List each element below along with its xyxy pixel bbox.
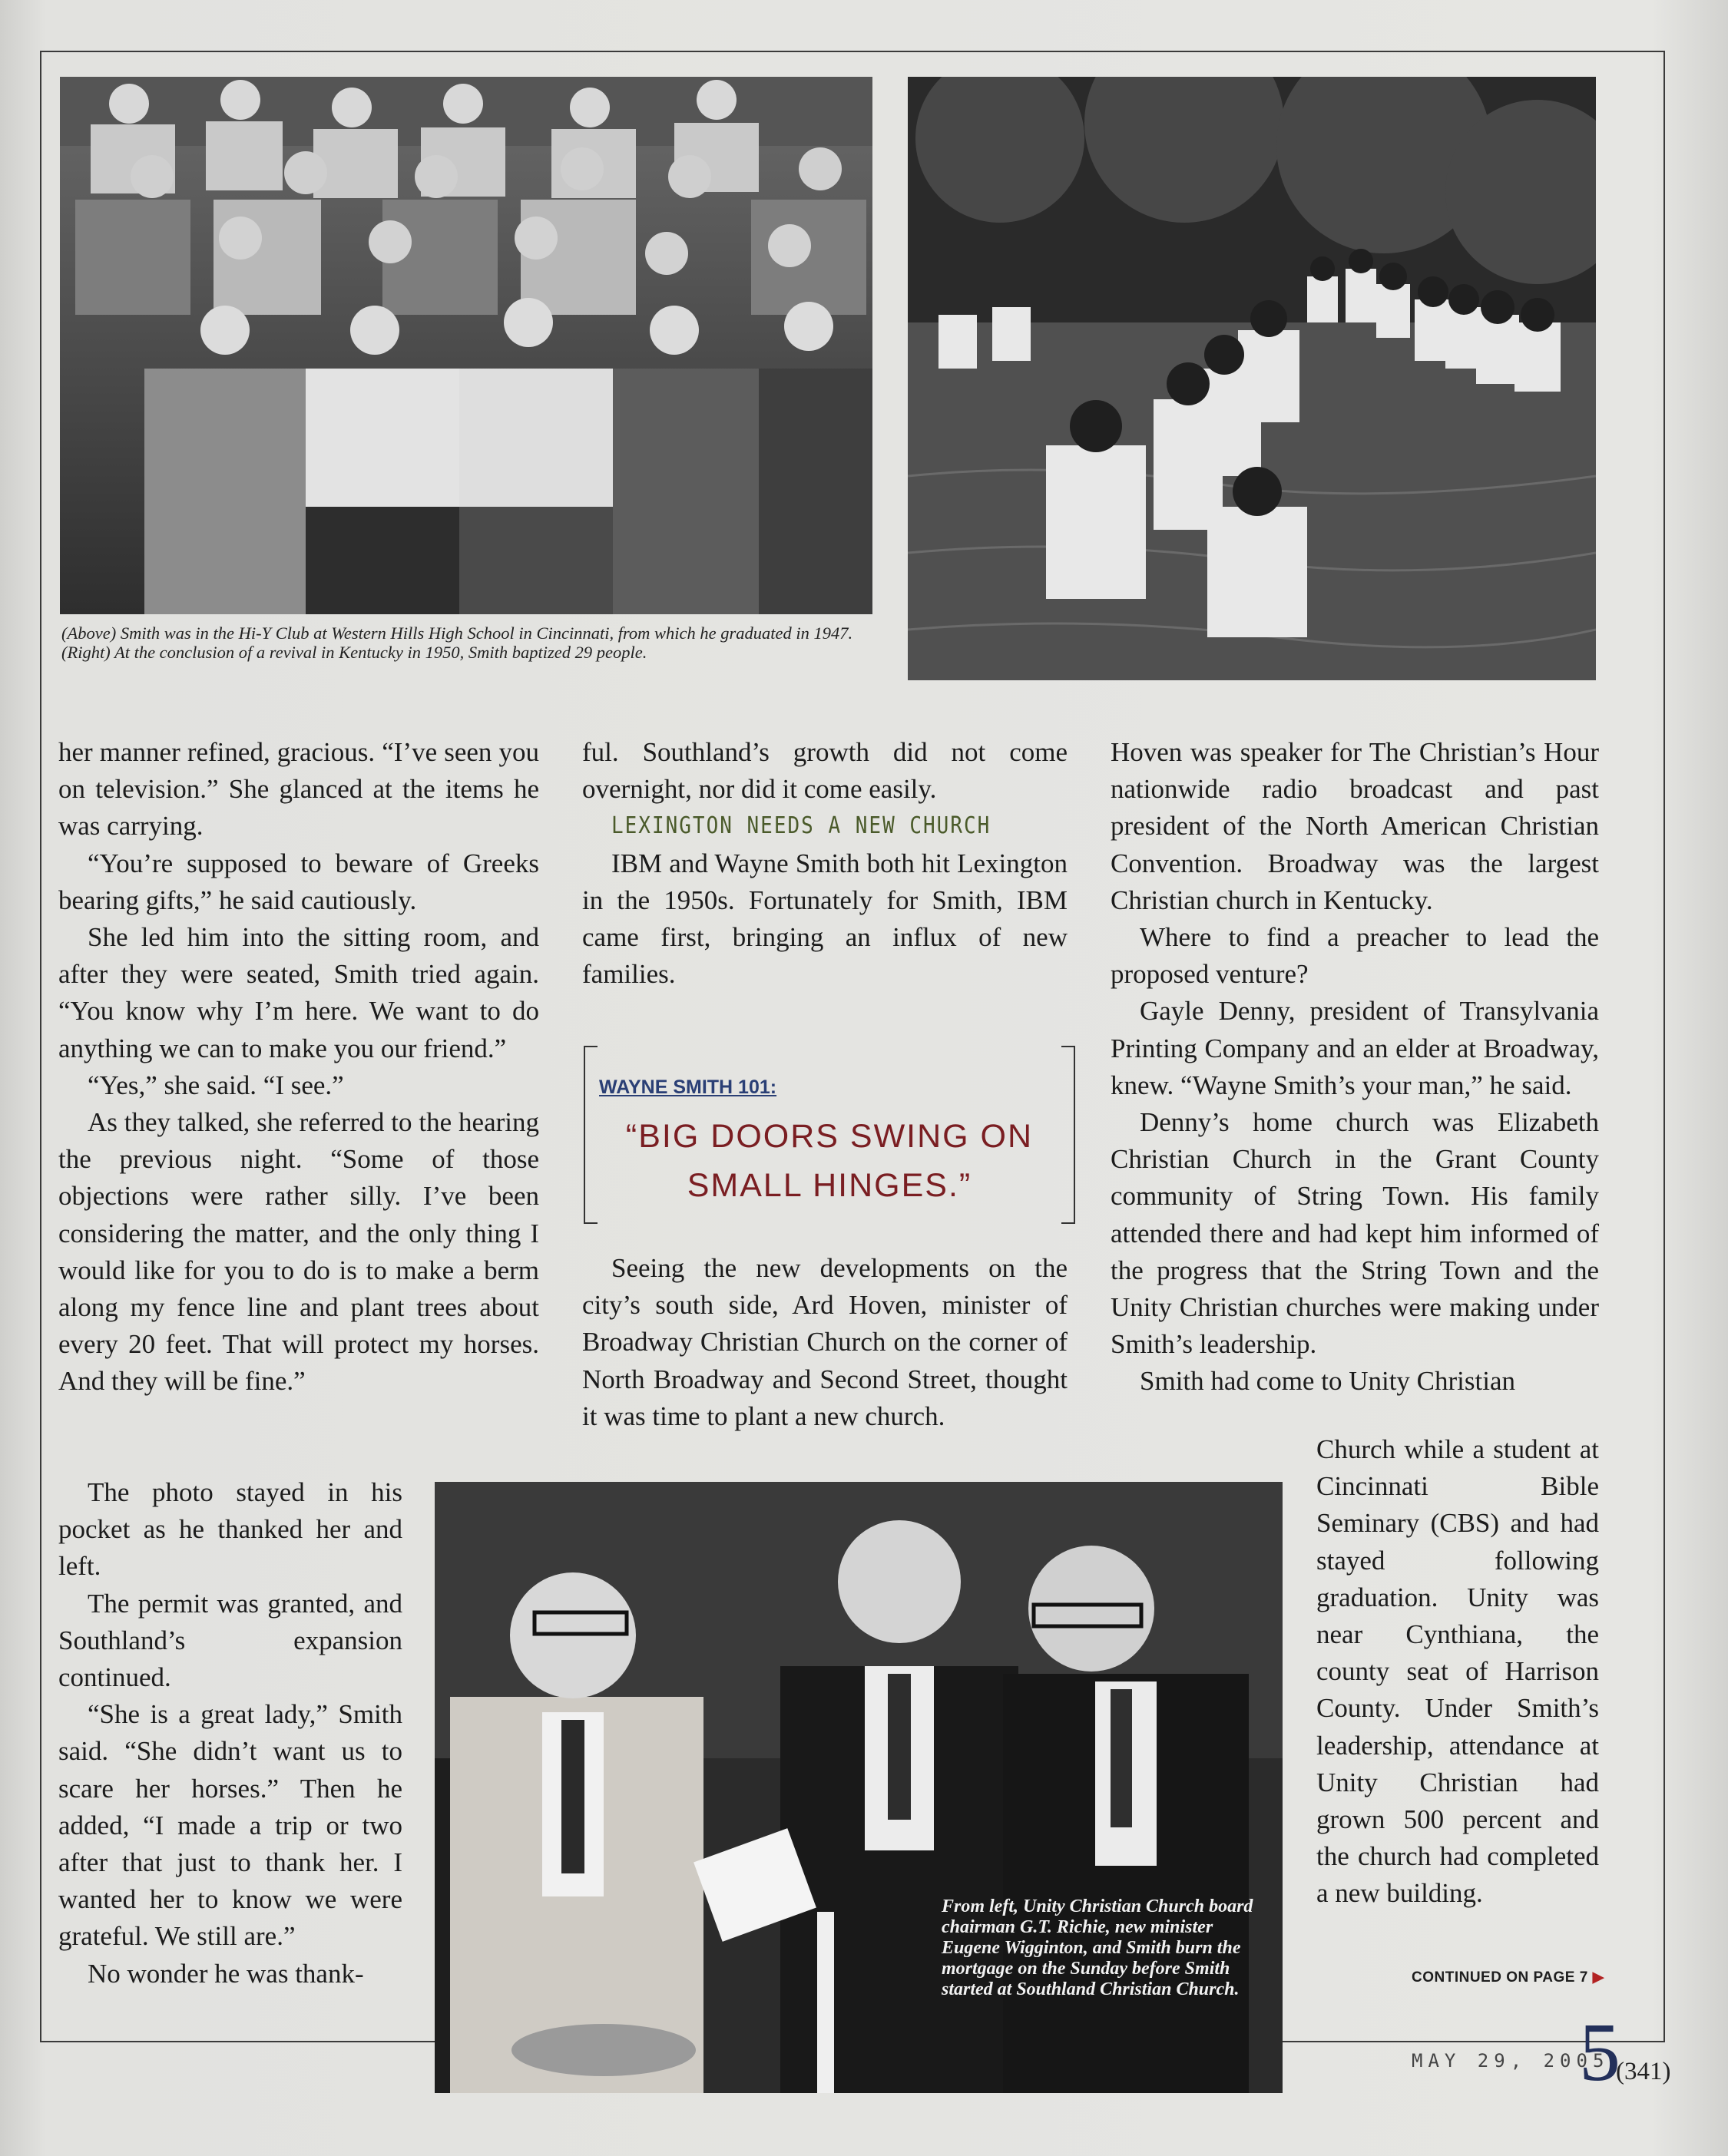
continued-jump-line [1412,1969,1604,1986]
paragraph: Smith had come to Unity Christian [1140,1366,1515,1397]
pull-quote-box [584,1046,1075,1224]
page-number: (341) [1616,2058,1671,2085]
mortgage-photo-caption: From left, Unity Christian Church board chairman G.T. Richie, new minister Eugene Wigginton, and Smith burn the mortgage on the Sunday before Smith started at Southland Christian Church. [942,1896,1253,1999]
column-1-lower-text [58,1474,402,1992]
top-photos-caption: (Above) Smith was in the Hi-Y Club at Western Hills High School in Cincinnati, from which he graduated in 1947. (Right) At the conclusion of a revival in Kentucky in 1950, Smith baptized 29 people. [61,623,853,662]
paragraph: “You’re supposed to beware of Greeks bearing gifts,” he said cautiously. [58,848,539,915]
pull-quote-label: WAYNE SMITH 101: [599,1076,777,1098]
paragraph: Church while a student at Cincinnati Bible Seminary (CBS) and had stayed following graduation. Unity was near Cynthiana, the county seat of Harrison County. Under Smith’s leadership, attendance at Unity Christian had grown 500 percent and the church had completed a new building. [1316,1434,1599,1909]
paragraph: Where to find a preacher to lead the proposed venture? [1111,922,1599,990]
paragraph: She led him into the sitting room, and after they were seated, Smith tried again. “You know why I’m here. We want to do anything we can to make you our friend.” [58,922,539,1063]
paragraph: her manner refined, gracious. “I’ve seen you on television.” She glanced at the items he was carrying. [58,737,539,842]
river-baptism-photo [908,77,1596,680]
column-2-lower-text [582,1250,1068,1435]
pull-quote-text: “BIG DOORS SWING ON SMALL HINGES.” [625,1118,1034,1204]
folio-date: MAY 29, 2005 [1412,2050,1610,2072]
paragraph: Denny’s home church was Elizabeth Christian Church in the Grant County community of String Town. His family attended there and had kept him informed of the progress that the String Town and the Unity Christian churches were making under Smith’s leadership. [1111,1107,1599,1360]
paragraph: Gayle Denny, president of Transylvania Printing Company and an elder at Broadway, knew. “Wayne Smith’s your man,” he said. [1111,996,1599,1100]
hi-y-club-photo [60,77,872,614]
continued-text: CONTINUED ON PAGE 7 [1412,1969,1588,1986]
bracket-right [1061,1046,1075,1224]
column-3-lower-text [1316,1431,1599,1913]
paragraph: Seeing the new developments on the city’s south side, Ard Hoven, minister of Broadway Christian Church on the corner of North Broadway and Second Street, thought it was time to plant a new church. [582,1253,1068,1431]
paragraph: No wonder he was thank- [88,1958,364,1989]
mortgage-burning-photo [435,1482,1283,2093]
column-1-text [58,734,539,1400]
paragraph: As they talked, she referred to the hearing the previous night. “Some of those objections were rather silly. I’ve been considering the matter, and the only thing I would like for you to do is to make a berm along my fence line and plant trees about every 20 feet. That will protect my horses. And they will be fine.” [58,1107,539,1397]
column-2-text [582,734,1068,993]
paragraph: IBM and Wayne Smith both hit Lexington in the 1950s. Fortunately for Smith, IBM came first, bringing an influx of new families. [582,848,1068,990]
paragraph: “Yes,” she said. “I see.” [88,1070,344,1100]
paragraph: “She is a great lady,” Smith said. “She didn’t want us to scare her horses.” Then he added, “I made a trip or two after that just to thank her. I wanted her to know we were grateful. We still are.” [58,1699,402,1952]
section-subhead: LEXINGTON NEEDS A NEW CHURCH [611,813,991,840]
triangle-right-icon: ▶ [1592,1969,1604,1986]
paragraph: Hoven was speaker for The Christian’s Hour nationwide radio broadcast and past president of the North American Christian Convention. Broadway was the largest Christian church in Kentucky. [1111,737,1599,915]
paragraph: The photo stayed in his pocket as he thanked her and left. [58,1477,402,1582]
paragraph: The permit was granted, and Southland’s expansion continued. [58,1588,402,1693]
section-number: 5 [1579,2007,1620,2098]
column-3-text [1111,734,1599,1400]
bracket-left [584,1046,598,1224]
paragraph: ful. Southland’s growth did not come overnight, nor did it come easily. [582,737,1068,805]
